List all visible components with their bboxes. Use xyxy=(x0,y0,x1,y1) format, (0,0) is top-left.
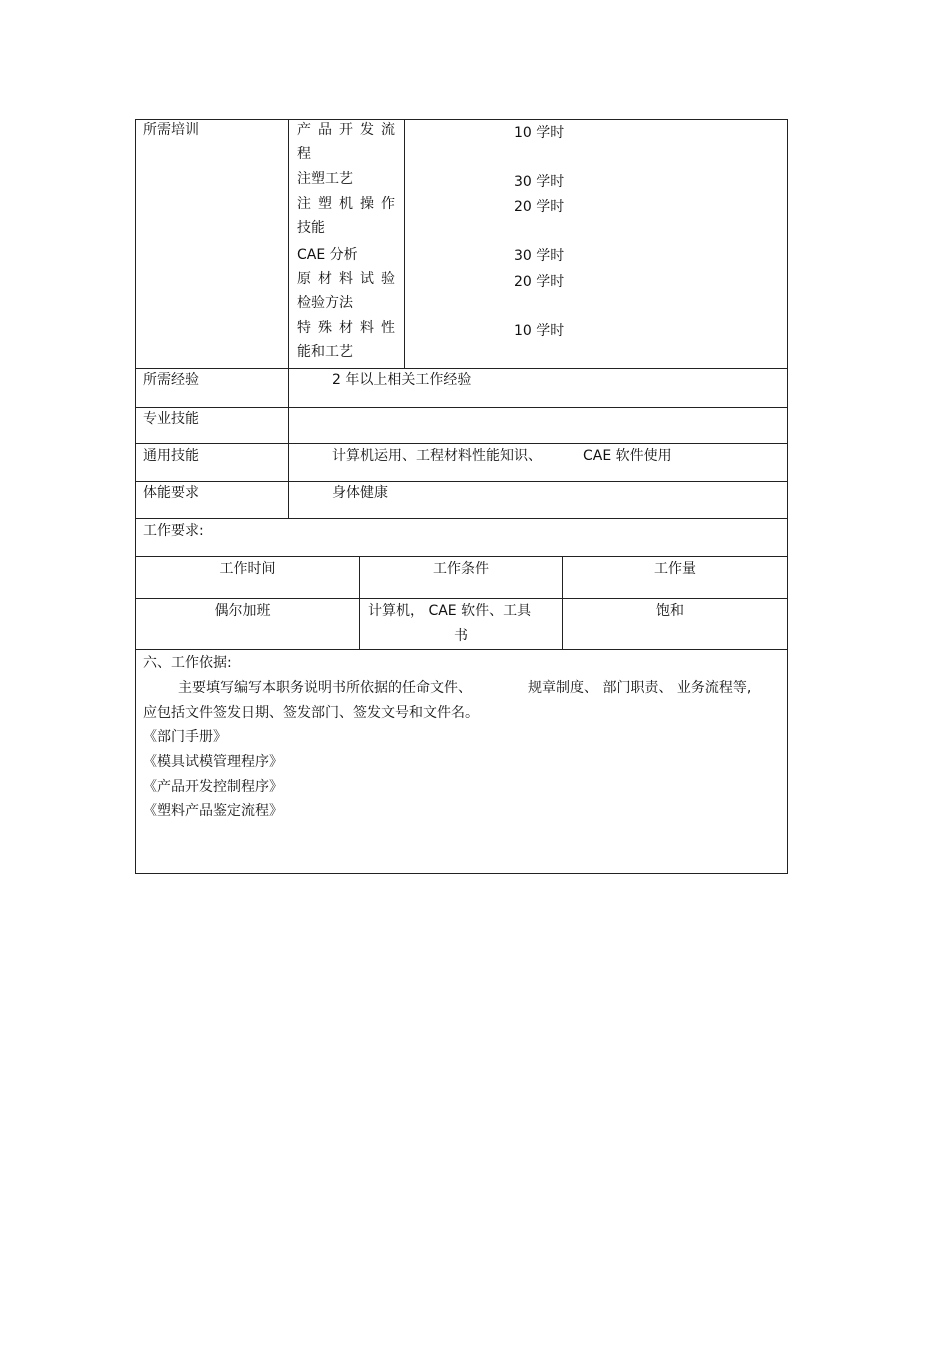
row-divider xyxy=(136,407,787,408)
general-skill-value: CAE 软件使用 xyxy=(583,448,672,464)
column-divider xyxy=(288,120,289,518)
job-description-table xyxy=(135,119,788,874)
work-condition-value-line2: 书 xyxy=(454,628,468,644)
course-hours: 10 学时 xyxy=(514,323,565,339)
work-requirements-label: 工作要求: xyxy=(143,523,204,539)
row-divider xyxy=(136,649,787,650)
basis-description-line2: 应包括文件签发日期、签发部门、签发文号和文件名。 xyxy=(143,705,479,721)
basis-document: 《模具试模管理程序》 xyxy=(143,754,283,770)
experience-value: 2 年以上相关工作经验 xyxy=(332,372,472,388)
course-hours: 20 学时 xyxy=(514,274,565,290)
basis-document: 《产品开发控制程序》 xyxy=(143,779,283,795)
basis-document: 《塑料产品鉴定流程》 xyxy=(143,803,283,819)
course-injection-process: 注塑工艺 xyxy=(297,171,353,187)
general-skill-label: 通用技能 xyxy=(143,448,199,464)
row-divider xyxy=(136,556,787,557)
course-machine-operation: 注塑机操作 技能 xyxy=(297,196,395,236)
row-divider xyxy=(136,598,787,599)
row-divider xyxy=(136,368,787,369)
course-product-development: 产品开发流 程 xyxy=(297,122,395,162)
work-time-value: 偶尔加班 xyxy=(214,603,271,619)
general-skill-value: 计算机运用、工程材料性能知识、 xyxy=(332,448,542,464)
workload-header: 工作量 xyxy=(654,561,696,577)
basis-title: 六、工作依据: xyxy=(143,655,232,671)
row-divider xyxy=(136,481,787,482)
basis-description: 主要填写编写本职务说明书所依据的任命文件、 xyxy=(178,680,472,696)
professional-skill-label: 专业技能 xyxy=(143,411,199,427)
work-time-header: 工作时间 xyxy=(219,561,276,577)
row-divider xyxy=(136,518,787,519)
training-label: 所需培训 xyxy=(143,122,199,138)
row-divider xyxy=(136,443,787,444)
course-hours: 30 学时 xyxy=(514,248,565,264)
course-material-testing: 原材料试验 检验方法 xyxy=(297,271,395,311)
work-condition-value: 计算机， CAE 软件、工具 xyxy=(368,603,532,619)
basis-description: 规章制度、 部门职责、 业务流程等, xyxy=(528,680,752,696)
physical-label: 体能要求 xyxy=(143,485,199,501)
course-cae-analysis: CAE 分析 xyxy=(297,247,358,263)
course-hours: 20 学时 xyxy=(514,199,565,215)
column-divider xyxy=(404,120,405,368)
physical-value: 身体健康 xyxy=(332,485,388,501)
work-condition-header: 工作条件 xyxy=(433,561,489,577)
basis-document: 《部门手册》 xyxy=(143,729,227,745)
course-hours: 30 学时 xyxy=(514,174,565,190)
experience-label: 所需经验 xyxy=(143,372,199,388)
workload-value: 饱和 xyxy=(656,603,684,619)
course-special-materials: 特殊材料性 能和工艺 xyxy=(297,320,395,360)
course-hours: 10 学时 xyxy=(514,125,565,141)
